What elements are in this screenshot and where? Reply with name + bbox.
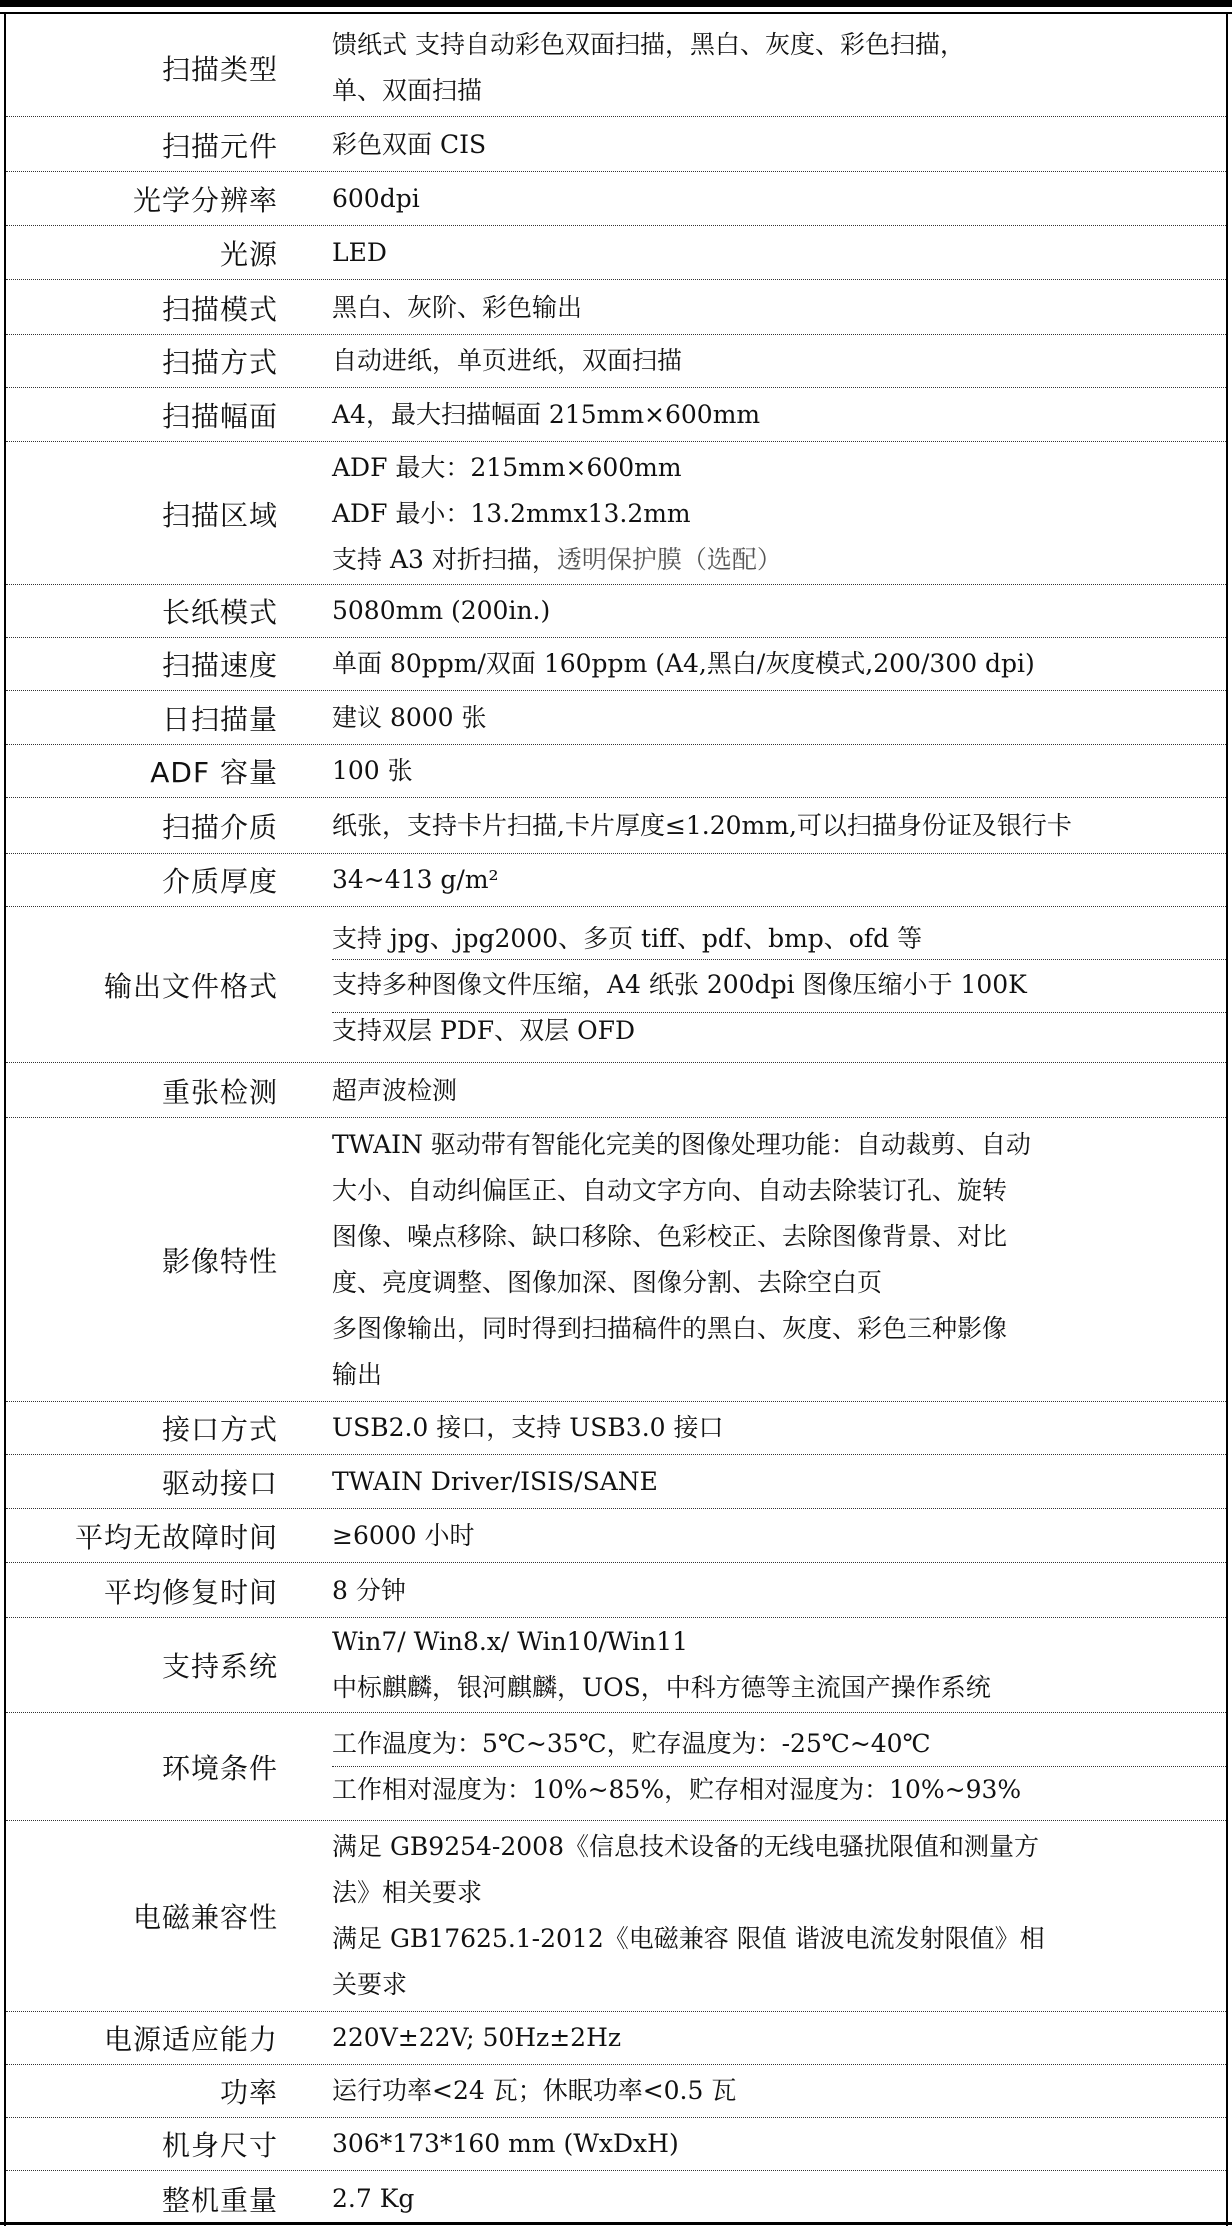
spec-label: 接口方式	[161, 1413, 278, 1446]
right-border	[1226, 14, 1228, 2226]
spec-value-line	[332, 285, 1218, 331]
spec-row	[6, 798, 1226, 854]
spec-value-line	[332, 445, 1218, 491]
spec-row	[6, 118, 1226, 172]
spec-value	[332, 1455, 1218, 1508]
spec-row	[6, 226, 1226, 280]
spec-value-text: 100 张	[332, 756, 413, 785]
spec-label: 驱动接口	[161, 1466, 278, 1500]
spec-value	[332, 2118, 1218, 2170]
spec-row	[6, 585, 1226, 638]
spec-label: 扫描模式	[161, 292, 278, 326]
spec-row	[6, 20, 1226, 117]
spec-value-text: 黑白、灰阶、彩色输出	[332, 292, 583, 322]
spec-row	[6, 854, 1226, 907]
spec-value-text: 度、亮度调整、图像加深、图像分割、去除空白页	[332, 1267, 883, 1297]
spec-value	[332, 1509, 1218, 1562]
spec-value	[332, 2012, 1218, 2064]
spec-row	[6, 691, 1226, 745]
spec-value-line	[332, 1767, 1218, 1813]
spec-value-text: 5080mm (200in.)	[332, 596, 551, 625]
optional-note: 透明保护膜（选配）	[556, 544, 782, 574]
spec-value	[332, 691, 1218, 744]
spec-label: 光源	[219, 237, 278, 271]
spec-label: 扫描元件	[161, 129, 278, 163]
spec-value-text: 306*173*160 mm (WxDxH)	[332, 2129, 679, 2158]
spec-label: 影像特性	[161, 1244, 278, 1278]
spec-label: 电磁兼容性	[132, 1900, 278, 1934]
spec-value-text: 工作温度为：5℃~35℃，贮存温度为：-25℃~40℃	[332, 1728, 931, 1758]
spec-label: 输出文件格式	[103, 969, 278, 1003]
spec-value-line	[332, 1721, 1218, 1767]
spec-value-line	[332, 230, 1218, 276]
spec-row	[6, 1618, 1226, 1713]
spec-value-line	[332, 641, 1218, 687]
spec-value-line	[332, 695, 1218, 741]
spec-row	[6, 2172, 1226, 2226]
spec-value-line	[332, 1568, 1218, 1614]
spec-row	[6, 907, 1226, 1063]
spec-label: 扫描区域	[161, 498, 278, 532]
spec-value-text: 工作相对湿度为：10%~85%，贮存相对湿度为：10%~93%	[332, 1774, 1022, 1804]
spec-label: 扫描速度	[161, 649, 278, 682]
spec-value	[332, 1564, 1218, 1617]
spec-value	[332, 388, 1218, 441]
spec-row	[6, 388, 1226, 442]
top-rule-thin	[0, 12, 1232, 14]
spec-value-text: 自动进纸，单页进纸，双面扫描	[332, 346, 683, 375]
spec-value-text: 支持多种图像文件压缩，A4 纸张 200dpi 图像压缩小于 100K	[332, 969, 1027, 999]
spec-label: 光学分辨率	[132, 183, 278, 217]
spec-value-line	[332, 916, 1218, 962]
sub-row-divider	[332, 1766, 1226, 1767]
spec-label: 功率	[219, 2076, 278, 2109]
spec-value-text: LED	[332, 237, 387, 267]
spec-label: 环境条件	[161, 1751, 278, 1785]
spec-value	[332, 2172, 1218, 2226]
spec-value-text: ADF 最大：215mm×600mm	[332, 452, 682, 482]
spec-value-line	[332, 1870, 1218, 1916]
spec-label: 介质厚度	[161, 865, 278, 898]
spec-value-line	[332, 1962, 1218, 2008]
spec-value-text: A4，最大扫描幅面 215mm×600mm	[332, 399, 761, 429]
spec-value-text: 600dpi	[332, 183, 420, 213]
spec-value	[332, 118, 1218, 171]
spec-value	[332, 1064, 1218, 1117]
spec-label: 平均无故障时间	[74, 1520, 278, 1554]
spec-label: 平均修复时间	[103, 1575, 278, 1609]
spec-value-text: TWAIN Driver/ISIS/SANE	[332, 1466, 658, 1496]
spec-row	[6, 745, 1226, 798]
spec-value	[332, 1402, 1218, 1454]
spec-value-line	[332, 537, 1218, 583]
spec-value-line	[332, 1214, 1218, 1260]
spec-row	[6, 172, 1226, 226]
spec-value-line	[332, 1513, 1218, 1559]
spec-label: 扫描方式	[161, 346, 278, 379]
spec-value-line	[332, 22, 1218, 68]
top-rule	[0, 0, 1232, 7]
spec-row	[6, 2118, 1226, 2171]
spec-value-text: 输出	[332, 1359, 383, 1389]
spec-value-text: 8 分钟	[332, 1575, 406, 1605]
spec-value-text: 纸张，支持卡片扫描,卡片厚度≤1.20mm,可以扫描身份证及银行卡	[332, 810, 1072, 840]
spec-row	[6, 1402, 1226, 1455]
spec-label: ADF 容量	[150, 756, 278, 789]
spec-value-line	[332, 1260, 1218, 1306]
spec-value-line	[332, 1619, 1218, 1665]
spec-value-line	[332, 748, 1218, 794]
spec-value-text: 220V±22V; 50Hz±2Hz	[332, 2023, 622, 2052]
spec-value-text: 满足 GB17625.1-2012《电磁兼容 限值 谐波电流发射限值》相	[332, 1923, 1045, 1953]
spec-value-text: Win7/ Win8.x/ Win10/Win11	[332, 1627, 689, 1656]
spec-row	[6, 443, 1226, 585]
spec-row	[6, 1064, 1226, 1118]
spec-value	[332, 226, 1218, 279]
spec-value	[332, 2065, 1218, 2117]
spec-row	[6, 1509, 1226, 1563]
spec-value	[332, 585, 1218, 637]
spec-row	[6, 1713, 1226, 1821]
spec-label: 扫描幅面	[161, 399, 278, 433]
spec-value	[332, 854, 1218, 906]
spec-value-text: 满足 GB9254-2008《信息技术设备的无线电骚扰限值和测量方	[332, 1831, 1039, 1861]
spec-value	[332, 335, 1218, 387]
spec-row	[6, 1455, 1226, 1509]
spec-value	[332, 907, 1218, 1062]
spec-value	[332, 172, 1218, 225]
spec-value-text: 多图像输出，同时得到扫描稿件的黑白、灰度、彩色三种影像	[332, 1313, 1008, 1343]
spec-value	[332, 281, 1218, 334]
spec-value-text: 建议 8000 张	[332, 702, 487, 732]
spec-value-line	[332, 1916, 1218, 1962]
spec-value-text: TWAIN 驱动带有智能化完美的图像处理功能：自动裁剪、自动	[332, 1129, 1031, 1159]
spec-value-text: 运行功率<24 瓦；休眠功率<0.5 瓦	[332, 2076, 737, 2105]
spec-value-line	[332, 1459, 1218, 1505]
spec-value-text: ≥6000 小时	[332, 1520, 475, 1550]
sub-row-divider	[332, 1012, 1226, 1013]
spec-value-text: 支持 A3 对折扫描，	[332, 544, 557, 574]
spec-value-text: 关要求	[332, 1969, 408, 1999]
spec-value-text: 支持 jpg、jpg2000、多页 tiff、pdf、bmp、ofd 等	[332, 923, 923, 953]
spec-value	[332, 1618, 1218, 1712]
spec-value-line	[332, 803, 1218, 849]
spec-row	[6, 335, 1226, 388]
spec-value-line	[332, 122, 1218, 168]
spec-value-text: 支持双层 PDF、双层 OFD	[332, 1015, 635, 1045]
spec-value-text: 2.7 Kg	[332, 2184, 415, 2213]
spec-value	[332, 745, 1218, 797]
spec-value-line	[332, 1405, 1218, 1451]
spec-value-line	[332, 392, 1218, 438]
spec-value-text: 彩色双面 CIS	[332, 129, 487, 159]
spec-value-line	[332, 1122, 1218, 1168]
spec-label: 重张检测	[161, 1075, 278, 1109]
spec-value-text: 单面 80ppm/双面 160ppm (A4,黑白/灰度模式,200/300 dpi)	[332, 649, 1035, 678]
spec-label: 机身尺寸	[161, 2129, 278, 2162]
spec-label: 日扫描量	[161, 702, 278, 736]
spec-value-line	[332, 857, 1218, 903]
spec-label: 电源适应能力	[103, 2023, 278, 2056]
spec-value-line	[332, 2068, 1218, 2114]
spec-value-line	[332, 491, 1218, 537]
spec-value-line	[332, 176, 1218, 222]
spec-value-line	[332, 1306, 1218, 1352]
spec-value-text: ADF 最小：13.2mmx13.2mm	[332, 498, 691, 528]
spec-value-text: 大小、自动纠偏匡正、自动文字方向、自动去除装订孔、旋转	[332, 1175, 1008, 1205]
spec-value-line	[332, 962, 1218, 1008]
spec-value-text: 图像、噪点移除、缺口移除、色彩校正、去除图像背景、对比	[332, 1221, 1008, 1251]
spec-row	[6, 281, 1226, 335]
spec-value	[332, 1118, 1218, 1401]
spec-value	[332, 20, 1218, 116]
spec-label: 扫描介质	[161, 810, 278, 844]
spec-value-text: 馈纸式 支持自动彩色双面扫描，黑白、灰度、彩色扫描，	[332, 30, 965, 59]
spec-row	[6, 1820, 1226, 2012]
spec-row	[6, 638, 1226, 691]
spec-value	[332, 1820, 1218, 2011]
spec-value-text: USB2.0 接口，支持 USB3.0 接口	[332, 1413, 724, 1442]
spec-row	[6, 2012, 1226, 2065]
spec-value-line	[332, 68, 1218, 114]
spec-value	[332, 798, 1218, 853]
spec-row	[6, 1564, 1226, 1618]
spec-row	[6, 2065, 1226, 2118]
spec-value-line	[332, 1665, 1218, 1711]
spec-value-text: 超声波检测	[332, 1075, 458, 1105]
spec-value-text: 中标麒麟，银河麒麟，UOS，中科方德等主流国产操作系统	[332, 1673, 991, 1702]
spec-value-text: 34~413 g/m²	[332, 865, 499, 894]
spec-value-line	[332, 1352, 1218, 1398]
spec-label: 支持系统	[161, 1650, 278, 1683]
spec-value	[332, 638, 1218, 690]
spec-label: 长纸模式	[161, 596, 278, 629]
sub-row-divider	[332, 959, 1226, 960]
spec-value	[332, 443, 1218, 584]
spec-value-text: 法》相关要求	[332, 1877, 483, 1907]
spec-value-line	[332, 1068, 1218, 1114]
spec-value-line	[332, 588, 1218, 634]
spec-value-line	[332, 2176, 1218, 2222]
spec-label: 整机重量	[161, 2184, 278, 2217]
spec-value-line	[332, 1008, 1218, 1054]
spec-row	[6, 1118, 1226, 1402]
spec-value-line	[332, 1168, 1218, 1214]
spec-value-line	[332, 2121, 1218, 2167]
spec-value-line	[332, 338, 1218, 384]
spec-value-line	[332, 2015, 1218, 2061]
spec-value-line	[332, 1824, 1218, 1870]
spec-label: 扫描类型	[161, 53, 278, 86]
spec-value-text: 单、双面扫描	[332, 76, 483, 105]
